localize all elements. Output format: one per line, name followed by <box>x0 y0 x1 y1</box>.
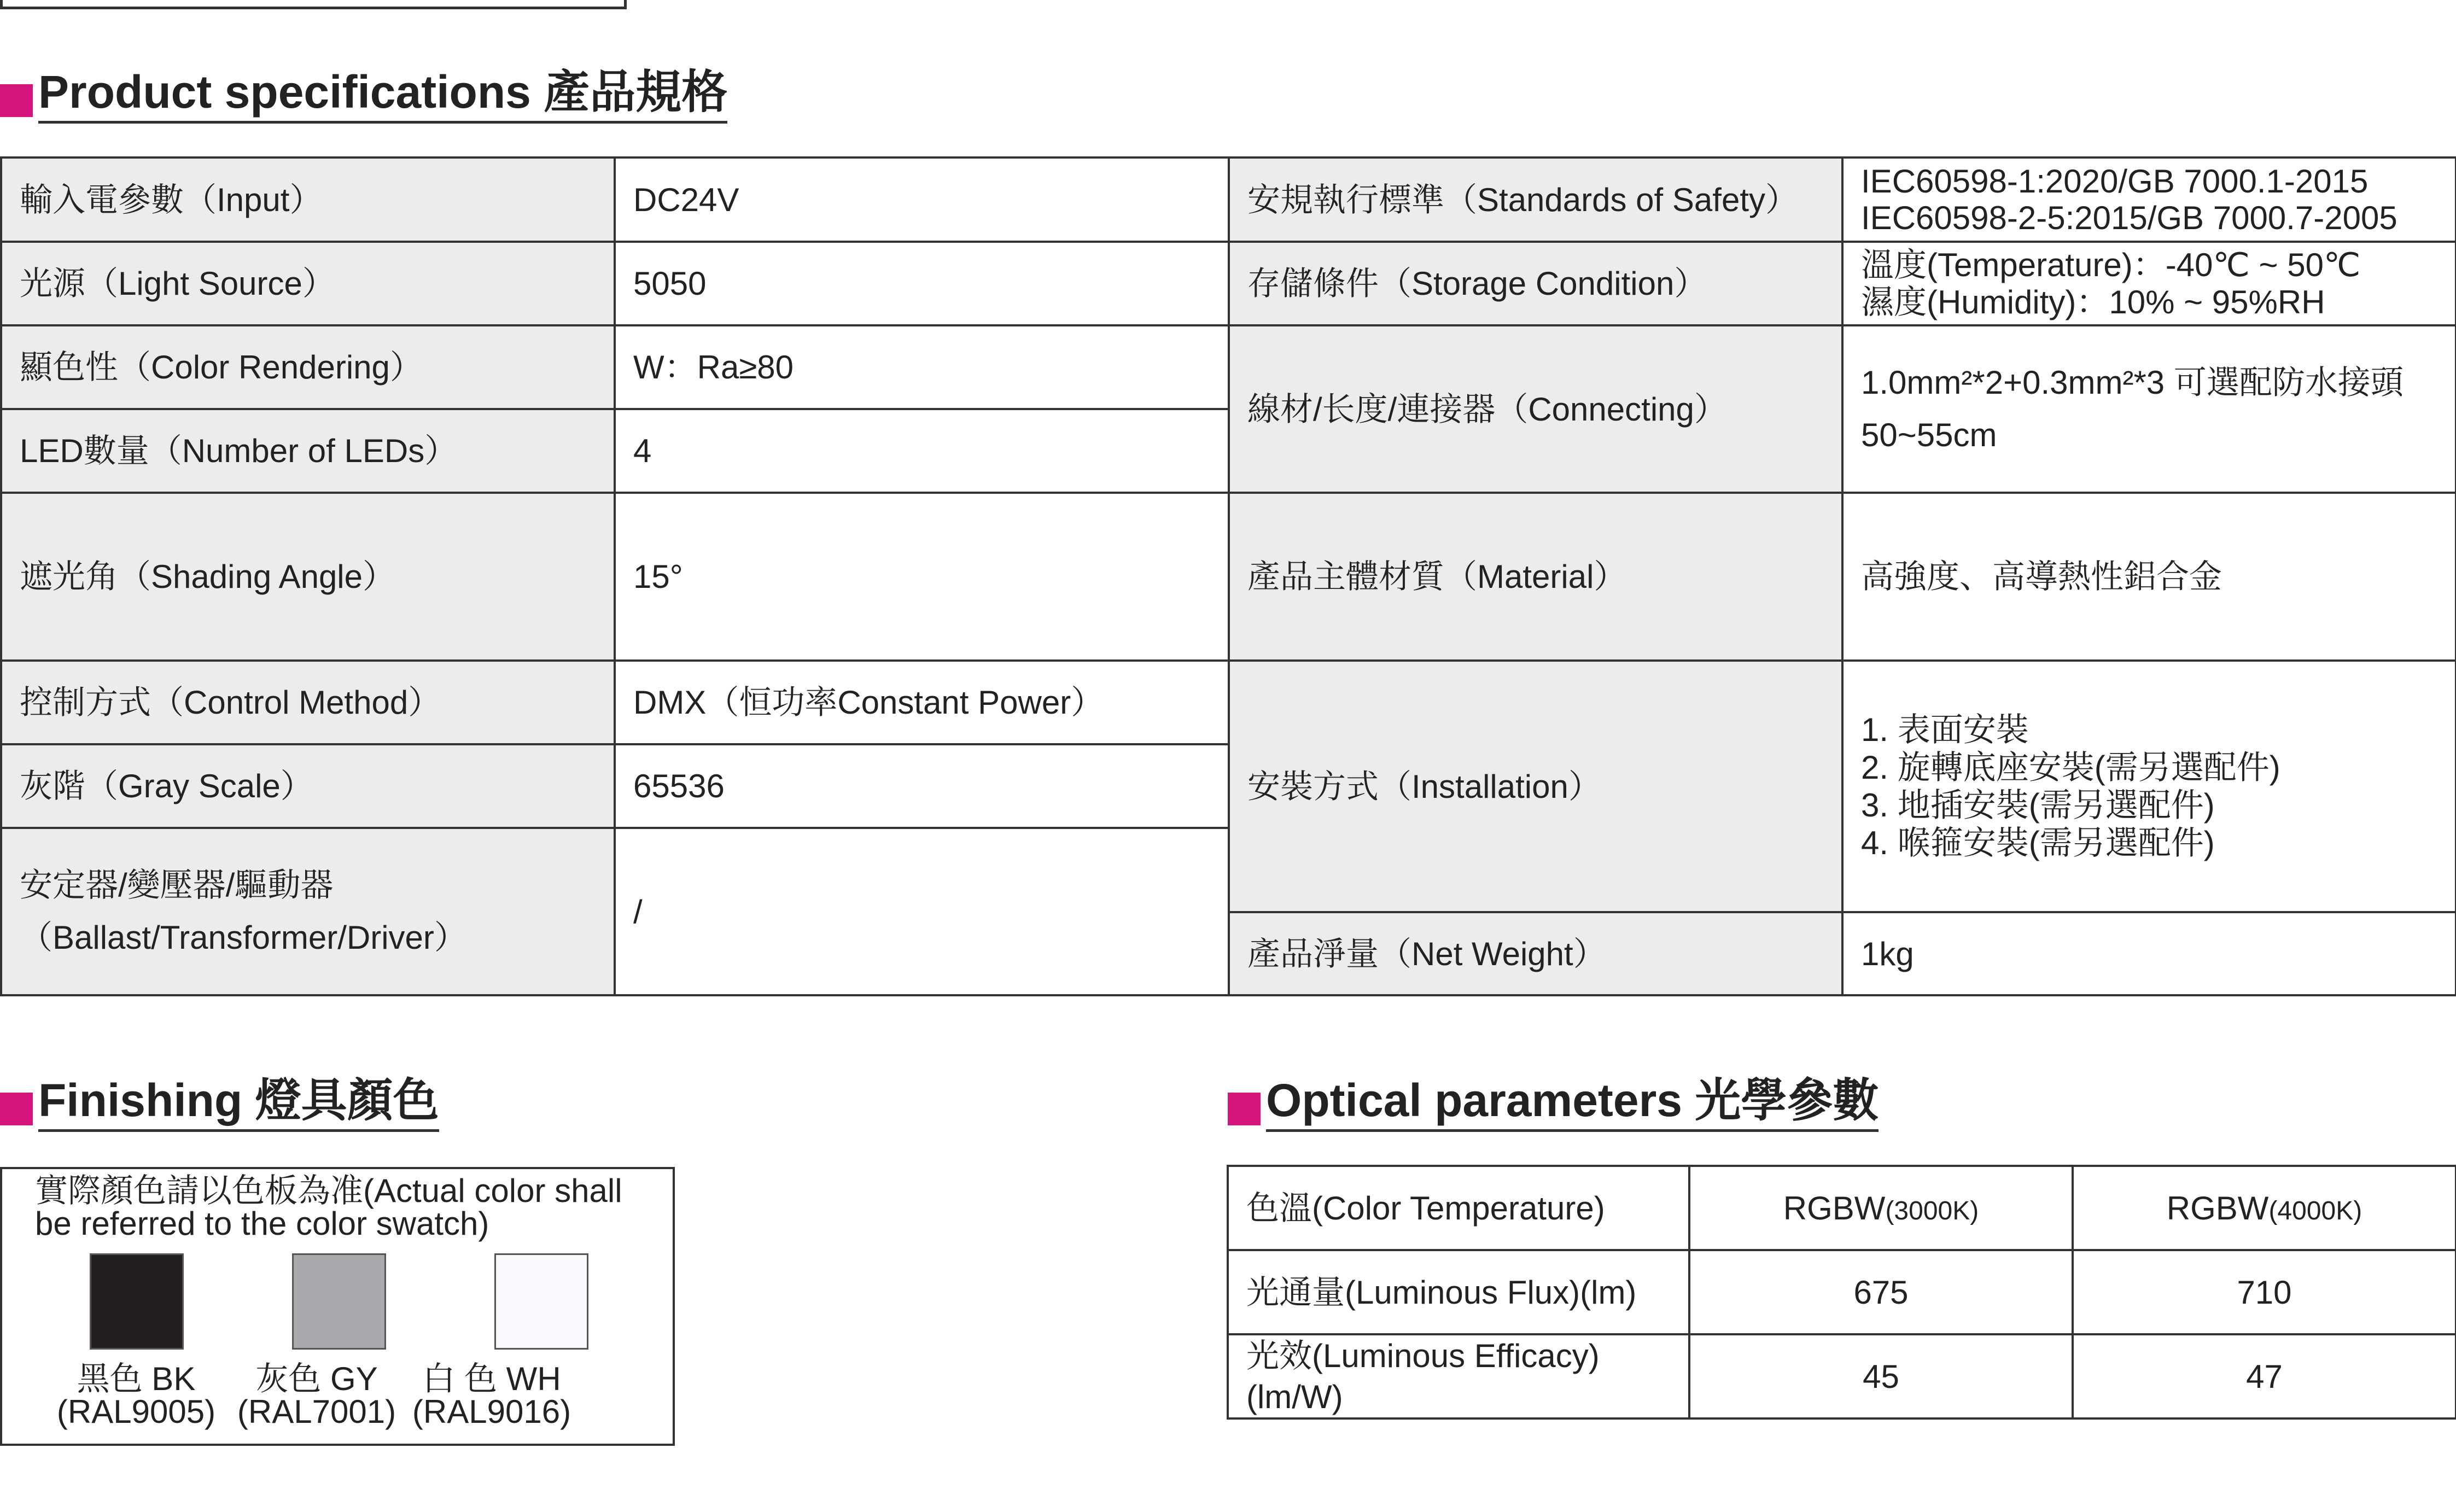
driver-value: / <box>615 828 1229 995</box>
color-temp-col2-main: RGBW <box>2166 1189 2269 1227</box>
swatch-code: (RAL9005) <box>56 1393 216 1430</box>
material-label: 產品主體材質（Material） <box>1229 493 1842 661</box>
safety-value <box>1842 157 2456 242</box>
color-temp-col2-small: (4000K) <box>2268 1196 2362 1225</box>
spec-heading-marker <box>0 84 33 117</box>
optical-table <box>1227 1165 2456 1420</box>
storage-value-line-1: 溫度(Temperature)：-40℃ ~ 50℃ <box>1861 247 2361 284</box>
driver-label-line-2: （Ballast/Transformer/Driver） <box>20 919 467 956</box>
installation-item: 2. 旋轉底座安裝(需另選配件) <box>1861 749 2280 786</box>
finishing-heading-title: Finishing 燈具顏色 <box>38 1073 439 1132</box>
installation-value <box>1842 661 2456 912</box>
safety-value-line-2: IEC60598-2-5:2015/GB 7000.7-2005 <box>1861 200 2397 236</box>
table-row <box>1 661 2456 744</box>
luminous-efficacy-col1: 45 <box>1689 1334 2073 1418</box>
connecting-label: 線材/长度/連接器（Connecting） <box>1229 325 1842 493</box>
connecting-value <box>1842 325 2456 493</box>
color-temp-label: 色溫(Color Temperature) <box>1228 1166 1689 1250</box>
spec-table <box>0 156 2456 996</box>
safety-label: 安規執行標準（Standards of Safety） <box>1229 157 1842 242</box>
storage-value <box>1842 242 2456 325</box>
shading-label: 遮光角（Shading Angle） <box>1 493 615 661</box>
control-value: DMX（恒功率Constant Power） <box>615 661 1229 744</box>
spec-heading <box>0 65 727 124</box>
luminous-flux-label: 光通量(Luminous Flux)(lm) <box>1228 1250 1689 1334</box>
finishing-note-line-2: be referred to the color swatch) <box>35 1205 489 1242</box>
led-count-label: LED數量（Number of LEDs） <box>1 409 615 493</box>
net-weight-value: 1kg <box>1842 912 2456 995</box>
installation-item: 1. 表面安裝 <box>1861 711 2029 748</box>
table-row <box>1 157 2456 242</box>
swatch-gray <box>292 1253 386 1350</box>
swatch-label-gray <box>232 1363 401 1428</box>
top-frame-edge <box>0 0 627 9</box>
driver-label <box>1 828 615 995</box>
installation-item: 3. 地插安裝(需另選配件) <box>1861 787 2215 824</box>
color-temp-col2 <box>2073 1166 2456 1250</box>
color-rendering-value: W：Ra≥80 <box>615 325 1229 409</box>
color-temp-col1 <box>1689 1166 2073 1250</box>
led-count-value: 4 <box>615 409 1229 493</box>
gray-scale-label: 灰階（Gray Scale） <box>1 744 615 828</box>
color-temp-col1-small: (3000K) <box>1885 1196 1979 1225</box>
finishing-note <box>35 1172 622 1242</box>
finishing-heading-marker <box>0 1093 33 1125</box>
spec-heading-title: Product specifications 產品規格 <box>38 65 727 124</box>
swatch-label-white <box>407 1363 576 1428</box>
control-label: 控制方式（Control Method） <box>1 661 615 744</box>
table-row <box>1 325 2456 409</box>
material-value: 高強度、高導熱性鋁合金 <box>1842 493 2456 661</box>
swatch-name: 灰色 GY <box>255 1361 378 1397</box>
light-source-value: 5050 <box>615 242 1229 325</box>
installation-item: 4. 喉箍安裝(需另選配件) <box>1861 825 2215 861</box>
finishing-box <box>0 1167 675 1446</box>
input-label: 輸入電參數（Input） <box>1 157 615 242</box>
finishing-note-line-1: 實際顏色請以色板為准(Actual color shall <box>35 1172 622 1209</box>
swatch-name: 白 色 WH <box>422 1361 561 1397</box>
finishing-heading <box>0 1073 439 1132</box>
luminous-flux-col2: 710 <box>2073 1250 2456 1334</box>
shading-value: 15° <box>615 493 1229 661</box>
connecting-value-line-2: 50~55cm <box>1861 417 1997 453</box>
storage-value-line-2: 濕度(Humidity)：10% ~ 95%RH <box>1861 283 2325 320</box>
table-row <box>1228 1166 2456 1250</box>
driver-label-line-1: 安定器/變壓器/驅動器 <box>20 867 334 903</box>
installation-label: 安裝方式（Installation） <box>1229 661 1842 912</box>
safety-value-line-1: IEC60598-1:2020/GB 7000.1-2015 <box>1861 162 2369 200</box>
color-rendering-label: 顯色性（Color Rendering） <box>1 325 615 409</box>
table-row <box>1228 1334 2456 1418</box>
table-row <box>1 242 2456 325</box>
connecting-value-line-1: 1.0mm²*2+0.3mm²*3 可選配防水接頭 <box>1861 364 2404 401</box>
table-row <box>1 493 2456 661</box>
swatch-code: (RAL7001) <box>237 1393 396 1430</box>
color-temp-col1-main: RGBW <box>1783 1189 1886 1227</box>
light-source-label: 光源（Light Source） <box>1 242 615 325</box>
swatch-code: (RAL9016) <box>412 1393 571 1430</box>
luminous-efficacy-col2: 47 <box>2073 1334 2456 1418</box>
optical-heading-marker <box>1228 1093 1261 1125</box>
table-row <box>1228 1250 2456 1334</box>
input-value: DC24V <box>615 157 1229 242</box>
swatch-black <box>90 1253 184 1350</box>
swatch-label-black <box>51 1363 221 1428</box>
optical-heading <box>1228 1073 1879 1132</box>
net-weight-label: 產品淨量（Net Weight） <box>1229 912 1842 995</box>
luminous-flux-col1: 675 <box>1689 1250 2073 1334</box>
storage-label: 存儲條件（Storage Condition） <box>1229 242 1842 325</box>
swatch-white <box>494 1253 588 1350</box>
swatch-name: 黑色 BK <box>77 1361 196 1397</box>
luminous-efficacy-label: 光效(Luminous Efficacy)(lm/W) <box>1228 1334 1689 1418</box>
gray-scale-value: 65536 <box>615 744 1229 828</box>
optical-heading-title: Optical parameters 光學參數 <box>1266 1073 1879 1132</box>
